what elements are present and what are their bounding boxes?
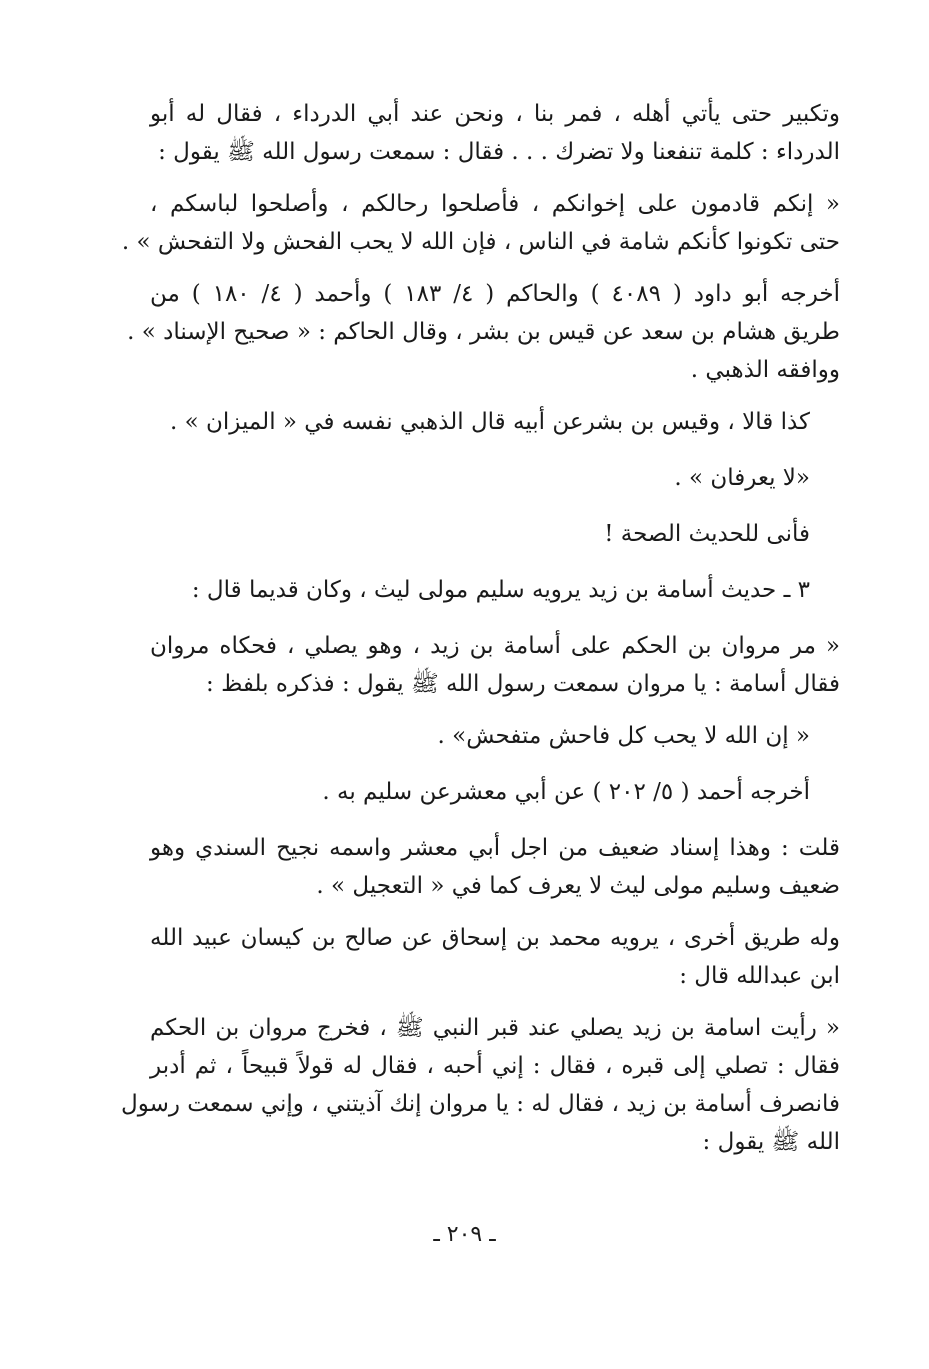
chain-paragraph: [150, 919, 840, 995]
text-line: كذا قالا ، وقيس بن بشرعن أبيه قال الذهبي نفسه في « الميزان » .: [169, 409, 810, 435]
paragraph-1: [150, 95, 840, 171]
hadith-text: [150, 717, 840, 755]
takhrij-paragraph: [127, 275, 841, 389]
text-line: « رأيت اسامة بن زيد يصلي عند قبر النبي ﷺ ، فخرج مروان بن الحكم: [150, 1015, 840, 1041]
text-line: فأنى للحديث الصحة !: [604, 521, 810, 547]
text-line: فانصرف أسامة بن زيد ، فقال له : يا مروان إنك آذيتني ، وإني سمعت رسول: [121, 1091, 840, 1117]
text-line: قلت : وهذا إسناد ضعيف من اجل أبي معشر واسمه نجيح السندي وهو: [150, 835, 840, 861]
exclamation-paragraph: [150, 515, 840, 553]
text-line: فقال أسامة : يا مروان سمعت رسول الله ﷺ يقول : فذكره بلفظ :: [206, 671, 840, 697]
text-line: ٣ ـ حديث أسامة بن زيد يرويه سليم مولى ليث ، وكان قديما قال :: [191, 577, 810, 603]
page-body: [121, 95, 841, 1175]
quote-paragraph: [150, 459, 840, 497]
hadith-quote-paragraph: [150, 627, 840, 703]
text-line: فقال : تصلي إلى قبره ، فقال : إني أحبه ، فقال له قولاً قبيحاً ، ثم أدبر: [150, 1053, 840, 1079]
text-line: « مر مروان بن الحكم على أسامة بن زيد ، وهو يصلي ، فحكاه مروان: [150, 633, 840, 659]
page-number: ـ ٢٠٩ ـ: [433, 1222, 496, 1247]
text-line: الدرداء : كلمة تنفعنا ولا تضرك . . . فقال : سمعت رسول الله ﷺ يقول :: [158, 139, 840, 165]
text-line: «لا يعرفان » .: [674, 465, 810, 491]
text-line: ابن عبدالله قال :: [679, 963, 840, 989]
text-line: حتى تكونوا كأنكم شامة في الناس ، فإن الله لا يحب الفحش ولا التفحش » .: [121, 229, 840, 255]
hadith-quote-paragraph: [121, 1009, 840, 1161]
text-line: وتكبير حتى يأتي أهله ، فمر بنا ، ونحن عند أبي الدرداء ، فقال له أبو: [150, 101, 840, 127]
section-heading-3: [150, 571, 840, 609]
hadith-quote-paragraph: [121, 185, 840, 261]
text-line: أخرجه أبو داود ( ٤٠٨٩ ) والحاكم ( ٤/ ١٨٣ ) وأحمد ( ٤/ ١٨٠ ) من: [150, 281, 841, 307]
text-line: « إن الله لا يحب كل فاحش متفحش» .: [437, 723, 810, 749]
text-line: أخرجه أحمد ( ٥/ ٢٠٢ ) عن أبي معشرعن سليم به .: [322, 779, 810, 805]
comment-paragraph: [150, 403, 840, 441]
text-line: « إنكم قادمون على إخوانكم ، فأصلحوا رحالكم ، وأصلحوا لباسكم ،: [150, 191, 840, 217]
text-line: وله طريق أخرى ، يرويه محمد بن إسحاق عن صالح بن كيسان عبيد الله: [150, 925, 840, 951]
comment-paragraph: [150, 829, 840, 905]
text-line: طريق هشام بن سعد عن قيس بن بشر ، وقال الحاكم : « صحيح الإسناد » .: [127, 319, 840, 345]
text-line: الله ﷺ يقول :: [702, 1129, 840, 1155]
text-line: ووافقه الذهبي .: [690, 357, 840, 383]
text-line: ضعيف وسليم مولى ليث لا يعرف كما في « التعجيل » .: [316, 873, 840, 899]
takhrij-paragraph: [150, 773, 840, 811]
